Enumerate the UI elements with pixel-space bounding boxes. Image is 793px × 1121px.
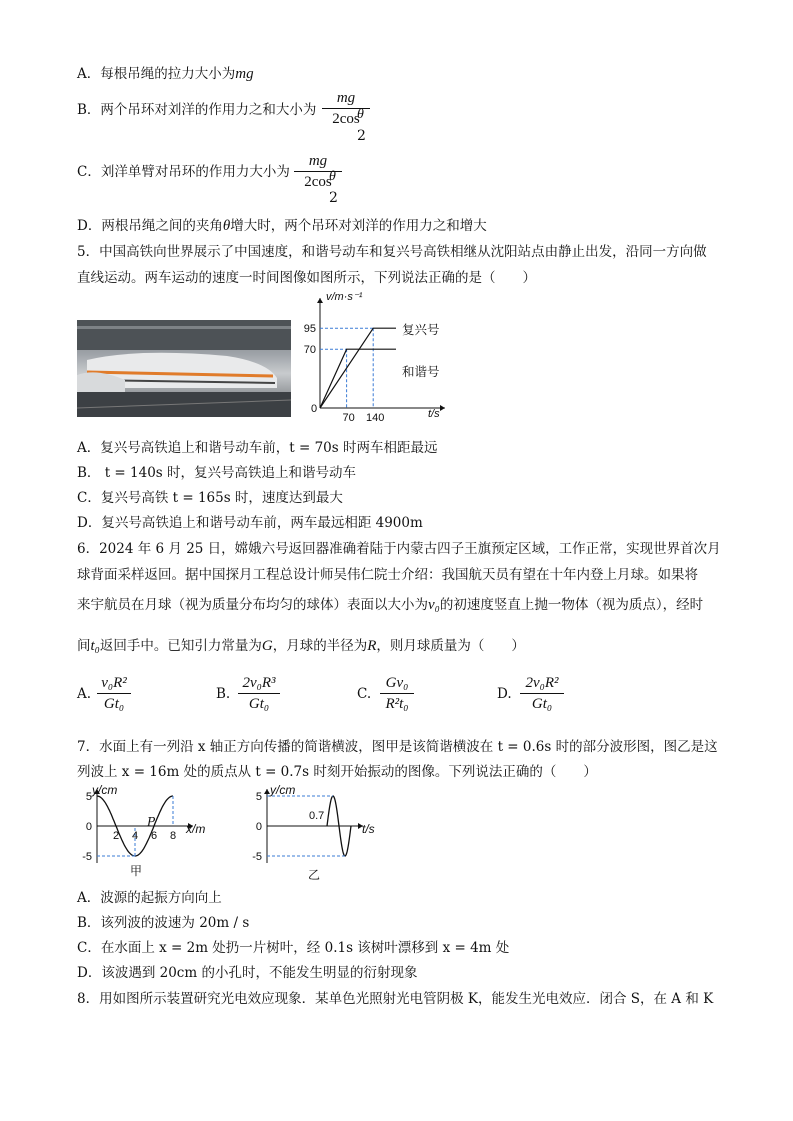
wave-ytick-5: 5 bbox=[85, 791, 92, 803]
vt-xtick-0: 0 bbox=[310, 403, 318, 415]
q4-option-b bbox=[77, 98, 316, 118]
q4-b-two: 2 bbox=[357, 128, 366, 144]
q7-option-a: A．波源的起振方向向上 bbox=[77, 890, 222, 906]
vt-graph-ylabel: v/m·s⁻¹ bbox=[326, 291, 363, 303]
wave-xtick-2: 2 bbox=[112, 830, 120, 842]
vt-xtick-140: 140 bbox=[366, 412, 385, 424]
q5-option-a: A．复兴号高铁追上和谐号动车前，t = 70s 时两车相距最远 bbox=[77, 440, 438, 456]
q6-option-c-fraction: Gv₀ R²t₀ bbox=[380, 674, 414, 713]
q6-option-b-label: B. bbox=[216, 686, 231, 702]
q4-option-b-fraction: mg 2cos bbox=[322, 89, 370, 128]
q4-option-c-fraction: mg 2cos bbox=[294, 152, 342, 191]
q7-option-c: C．在水面上 x = 2m 处扔一片树叶，经 0.1s 该树叶漂移到 x = 4m 处 bbox=[77, 940, 510, 956]
vt-series-1 bbox=[320, 349, 396, 408]
q6-option-d-label: D. bbox=[497, 686, 512, 702]
osc-graph-xlabel: t/s bbox=[362, 822, 375, 836]
osc-graph-ylabel: y/cm bbox=[270, 783, 296, 797]
q7-option-b: B．该列波的波速为 20m / s bbox=[77, 915, 250, 931]
vt-xtick-70: 70 bbox=[342, 412, 355, 424]
q6-stem-line1: 6．2024 年 6 月 25 日，嫦娥六号返回器准确着陆于内蒙古四子王旗预定区域，工作正常，实现世界首次月 bbox=[77, 541, 721, 557]
osc-graph-xtick: 0.7 bbox=[309, 810, 325, 822]
osc-ytick-0: 0 bbox=[255, 821, 262, 833]
q4-option-b-text: B．两个吊环对刘洋的作用力之和大小为 bbox=[77, 102, 317, 118]
q4-option-a-math: mg bbox=[235, 66, 254, 82]
wave-xtick-6: 6 bbox=[150, 830, 158, 842]
vt-graph-xlabel: t/s bbox=[428, 408, 440, 420]
q4-option-a-text: A．每根吊绳的拉力大小为 bbox=[77, 66, 236, 82]
wave-xtick-4: 4 bbox=[131, 830, 139, 842]
osc-ytick-5: 5 bbox=[255, 791, 262, 803]
q5-option-d: D．复兴号高铁追上和谐号动车前，两车最远相距 4900m bbox=[77, 515, 423, 531]
wave-graph-caption: 甲 bbox=[130, 864, 143, 878]
vt-ytick-95: 95 bbox=[303, 323, 316, 336]
q4-option-c bbox=[77, 160, 290, 180]
wave-graph-ylabel: y/cm bbox=[92, 783, 118, 797]
q4-option-d: D．两根吊绳之间的夹角θ增大时，两个吊环对刘洋的作用力之和增大 bbox=[77, 218, 487, 234]
q6-option-d-fraction: 2v₀R² Gt₀ bbox=[520, 674, 564, 713]
q6-option-a-fraction: v₀R² Gt₀ bbox=[97, 674, 131, 713]
q6-stem-line4: 间t₀返回手中。已知引力常量为G，月球的半径为R，则月球质量为（ ） bbox=[77, 638, 525, 654]
wave-xtick-8: 8 bbox=[169, 830, 177, 842]
wave-graph-point-p: P bbox=[147, 815, 156, 829]
train-photo bbox=[77, 320, 291, 417]
wave-ytick-neg5: -5 bbox=[82, 851, 92, 863]
q6-stem-line3: 来宇航员在月球（视为质量分布均匀的球体）表面以大小为v₀的初速度竖直上抛一物体（视为质点），经时 bbox=[77, 597, 704, 613]
vt-graph-label-fuxing: 复兴号 bbox=[402, 322, 440, 337]
vt-x-arrow bbox=[440, 405, 445, 411]
q6-option-c-label: C. bbox=[357, 686, 372, 702]
q6-option-a-label: A. bbox=[77, 686, 92, 702]
osc-graph-caption: 乙 bbox=[308, 868, 321, 882]
q6-stem-line2: 球背面采样返回。据中国探月工程总设计师吴伟仁院士介绍：我国航天员有望在十年内登上月球。如果将 bbox=[77, 567, 698, 583]
vt-graph bbox=[300, 290, 450, 424]
vt-graph-label-hexie: 和谐号 bbox=[402, 364, 440, 379]
wave-graph-xlabel: x/m bbox=[186, 822, 206, 836]
q7-option-d: D．该波遇到 20cm 的小孔时，不能发生明显的衍射现象 bbox=[77, 965, 418, 981]
q5-stem-line2: 直线运动。两车运动的速度一时间图像如图所示，下列说法正确的是（ ） bbox=[77, 270, 536, 286]
q7-stem-line2: 列波上 x = 16m 处的质点从 t = 0.7s 时刻开始振动的图像。下列说法正确的（ ） bbox=[77, 764, 597, 780]
q6-option-b-fraction: 2v₀R³ Gt₀ bbox=[238, 674, 280, 713]
q7-stem-line1: 7．水面上有一列沿 x 轴正方向传播的简谐横波，图甲是该简谐横波在 t = 0.6s 时的部分波形图，图乙是这 bbox=[77, 739, 718, 755]
vt-series-0 bbox=[320, 328, 396, 408]
q8-stem-line1: 8．用如图所示装置研究光电效应现象．某单色光照射光电管阴极 K，能发生光电效应．闭合 S，在 A 和 K bbox=[77, 991, 714, 1007]
q5-stem-line1: 5．中国高铁向世界展示了中国速度，和谐号动车和复兴号高铁相继从沈阳站点由静止出发，沿同一方向做 bbox=[77, 244, 707, 260]
osc-ytick-neg5: -5 bbox=[252, 851, 262, 863]
q4-option-a bbox=[77, 62, 254, 83]
vt-ytick-70: 70 bbox=[303, 344, 316, 357]
q4-c-theta: θ bbox=[329, 169, 336, 184]
q5-option-c: C．复兴号高铁 t = 165s 时，速度达到最大 bbox=[77, 490, 343, 506]
q4-option-c-text: C．刘洋单臂对吊环的作用力大小为 bbox=[77, 164, 290, 180]
q4-b-theta: θ bbox=[357, 107, 364, 122]
vt-y-arrow bbox=[317, 298, 323, 303]
q4-c-two: 2 bbox=[329, 190, 338, 206]
q5-option-b: B． t = 140s 时，复兴号高铁追上和谐号动车 bbox=[77, 465, 357, 481]
train-photo-illustration bbox=[77, 320, 291, 417]
wave-ytick-0: 0 bbox=[85, 821, 92, 833]
